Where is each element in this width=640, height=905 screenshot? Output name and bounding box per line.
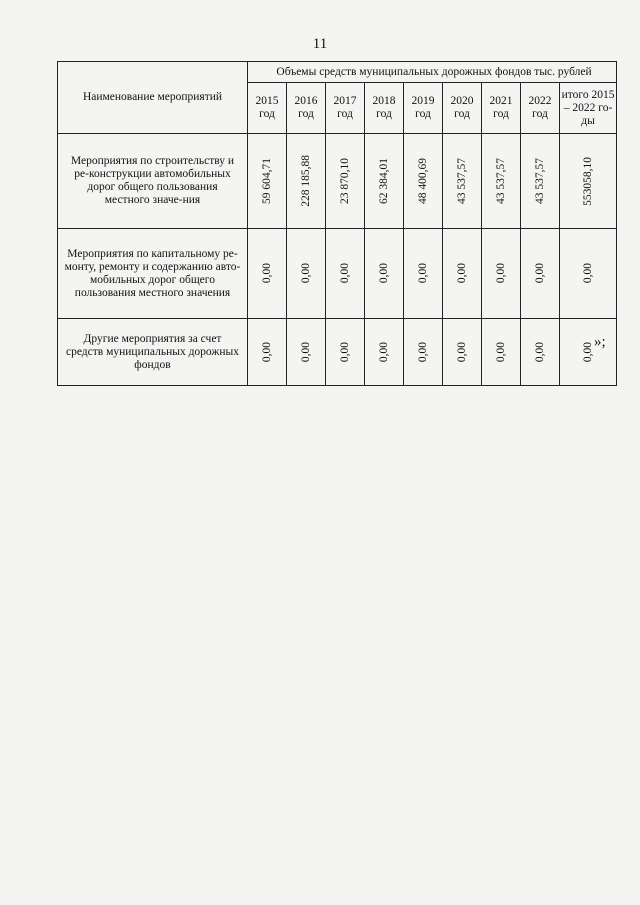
value-text: 0,00 bbox=[299, 341, 312, 363]
value-text: 43 537,57 bbox=[455, 158, 468, 204]
header-row-group bbox=[58, 62, 617, 83]
value-cell bbox=[365, 134, 404, 229]
activity-name-header: Наименование мероприятий bbox=[58, 62, 248, 134]
value-text: 228 185,88 bbox=[299, 155, 312, 207]
value-text: 0,00 bbox=[338, 263, 351, 284]
value-text: 0,00 bbox=[533, 341, 546, 363]
value-cell bbox=[521, 319, 560, 386]
value-text: 0,00 bbox=[377, 263, 390, 284]
activity-name: Мероприятия по строительству и ре-конструкции автомобильных дорог общего пользования местного значе-ния bbox=[58, 134, 248, 229]
value-text: 0,00 bbox=[299, 263, 312, 284]
value-cell bbox=[443, 319, 482, 386]
activity-name: Другие мероприятия за счет средств муниципальных дорожных фондов bbox=[58, 319, 248, 386]
road-fund-table bbox=[57, 61, 617, 386]
value-text: 43 537,57 bbox=[494, 158, 507, 204]
value-cell bbox=[248, 229, 287, 319]
value-cell bbox=[521, 134, 560, 229]
year-header-2022: 2022 год bbox=[521, 83, 560, 134]
value-cell bbox=[365, 229, 404, 319]
value-cell bbox=[326, 229, 365, 319]
value-text: 59 604,71 bbox=[260, 158, 273, 204]
total-header: итого 2015 – 2022 го-ды bbox=[560, 83, 617, 134]
value-text: 43 537,57 bbox=[533, 158, 546, 204]
year-header-2020: 2020 год bbox=[443, 83, 482, 134]
value-cell bbox=[443, 134, 482, 229]
value-cell bbox=[365, 319, 404, 386]
value-cell bbox=[326, 319, 365, 386]
value-text: 0,00 bbox=[260, 263, 273, 284]
value-text: 0,00 bbox=[260, 341, 273, 363]
value-cell bbox=[482, 229, 521, 319]
value-cell bbox=[404, 319, 443, 386]
value-cell bbox=[404, 229, 443, 319]
value-text: 0,00 bbox=[455, 263, 468, 284]
value-cell bbox=[482, 319, 521, 386]
total-text: 0,00 bbox=[581, 341, 594, 363]
page-number: 11 bbox=[312, 36, 328, 52]
value-cell bbox=[287, 229, 326, 319]
table-row bbox=[58, 319, 617, 386]
fund-volume-header: Объемы средств муниципальных дорожных фондов тыс. рублей bbox=[248, 62, 617, 83]
year-header-2021: 2021 год bbox=[482, 83, 521, 134]
value-text: 0,00 bbox=[494, 341, 507, 363]
value-text: 0,00 bbox=[533, 263, 546, 284]
total-text: 0,00 bbox=[581, 263, 594, 284]
value-text: 0,00 bbox=[416, 263, 429, 284]
total-cell bbox=[560, 319, 617, 386]
activity-name: Мероприятия по капитальному ре-монту, ремонту и содержанию авто-мобильных дорог общего пользования местного значения bbox=[58, 229, 248, 319]
year-header-2019: 2019 год bbox=[404, 83, 443, 134]
value-cell bbox=[443, 229, 482, 319]
value-text: 0,00 bbox=[377, 341, 390, 363]
value-cell bbox=[248, 319, 287, 386]
value-text: 0,00 bbox=[494, 263, 507, 284]
value-cell bbox=[521, 229, 560, 319]
value-text: 48 400,69 bbox=[416, 158, 429, 204]
value-cell bbox=[482, 134, 521, 229]
table-row bbox=[58, 229, 617, 319]
total-text: 553058,10 bbox=[581, 156, 594, 206]
total-cell bbox=[560, 229, 617, 319]
year-header-2016: 2016 год bbox=[287, 83, 326, 134]
total-cell bbox=[560, 134, 617, 229]
value-text: 0,00 bbox=[416, 341, 429, 363]
year-header-2017: 2017 год bbox=[326, 83, 365, 134]
value-text: 0,00 bbox=[455, 341, 468, 363]
value-cell bbox=[287, 134, 326, 229]
value-cell bbox=[404, 134, 443, 229]
value-text: 0,00 bbox=[338, 341, 351, 363]
table-row bbox=[58, 134, 617, 229]
value-cell bbox=[287, 319, 326, 386]
value-text: 62 384,01 bbox=[377, 158, 390, 204]
value-cell bbox=[248, 134, 287, 229]
closing-quote-mark: »; bbox=[594, 334, 606, 350]
value-text: 23 870,10 bbox=[338, 158, 351, 204]
year-header-2015: 2015 год bbox=[248, 83, 287, 134]
value-cell bbox=[326, 134, 365, 229]
year-header-2018: 2018 год bbox=[365, 83, 404, 134]
